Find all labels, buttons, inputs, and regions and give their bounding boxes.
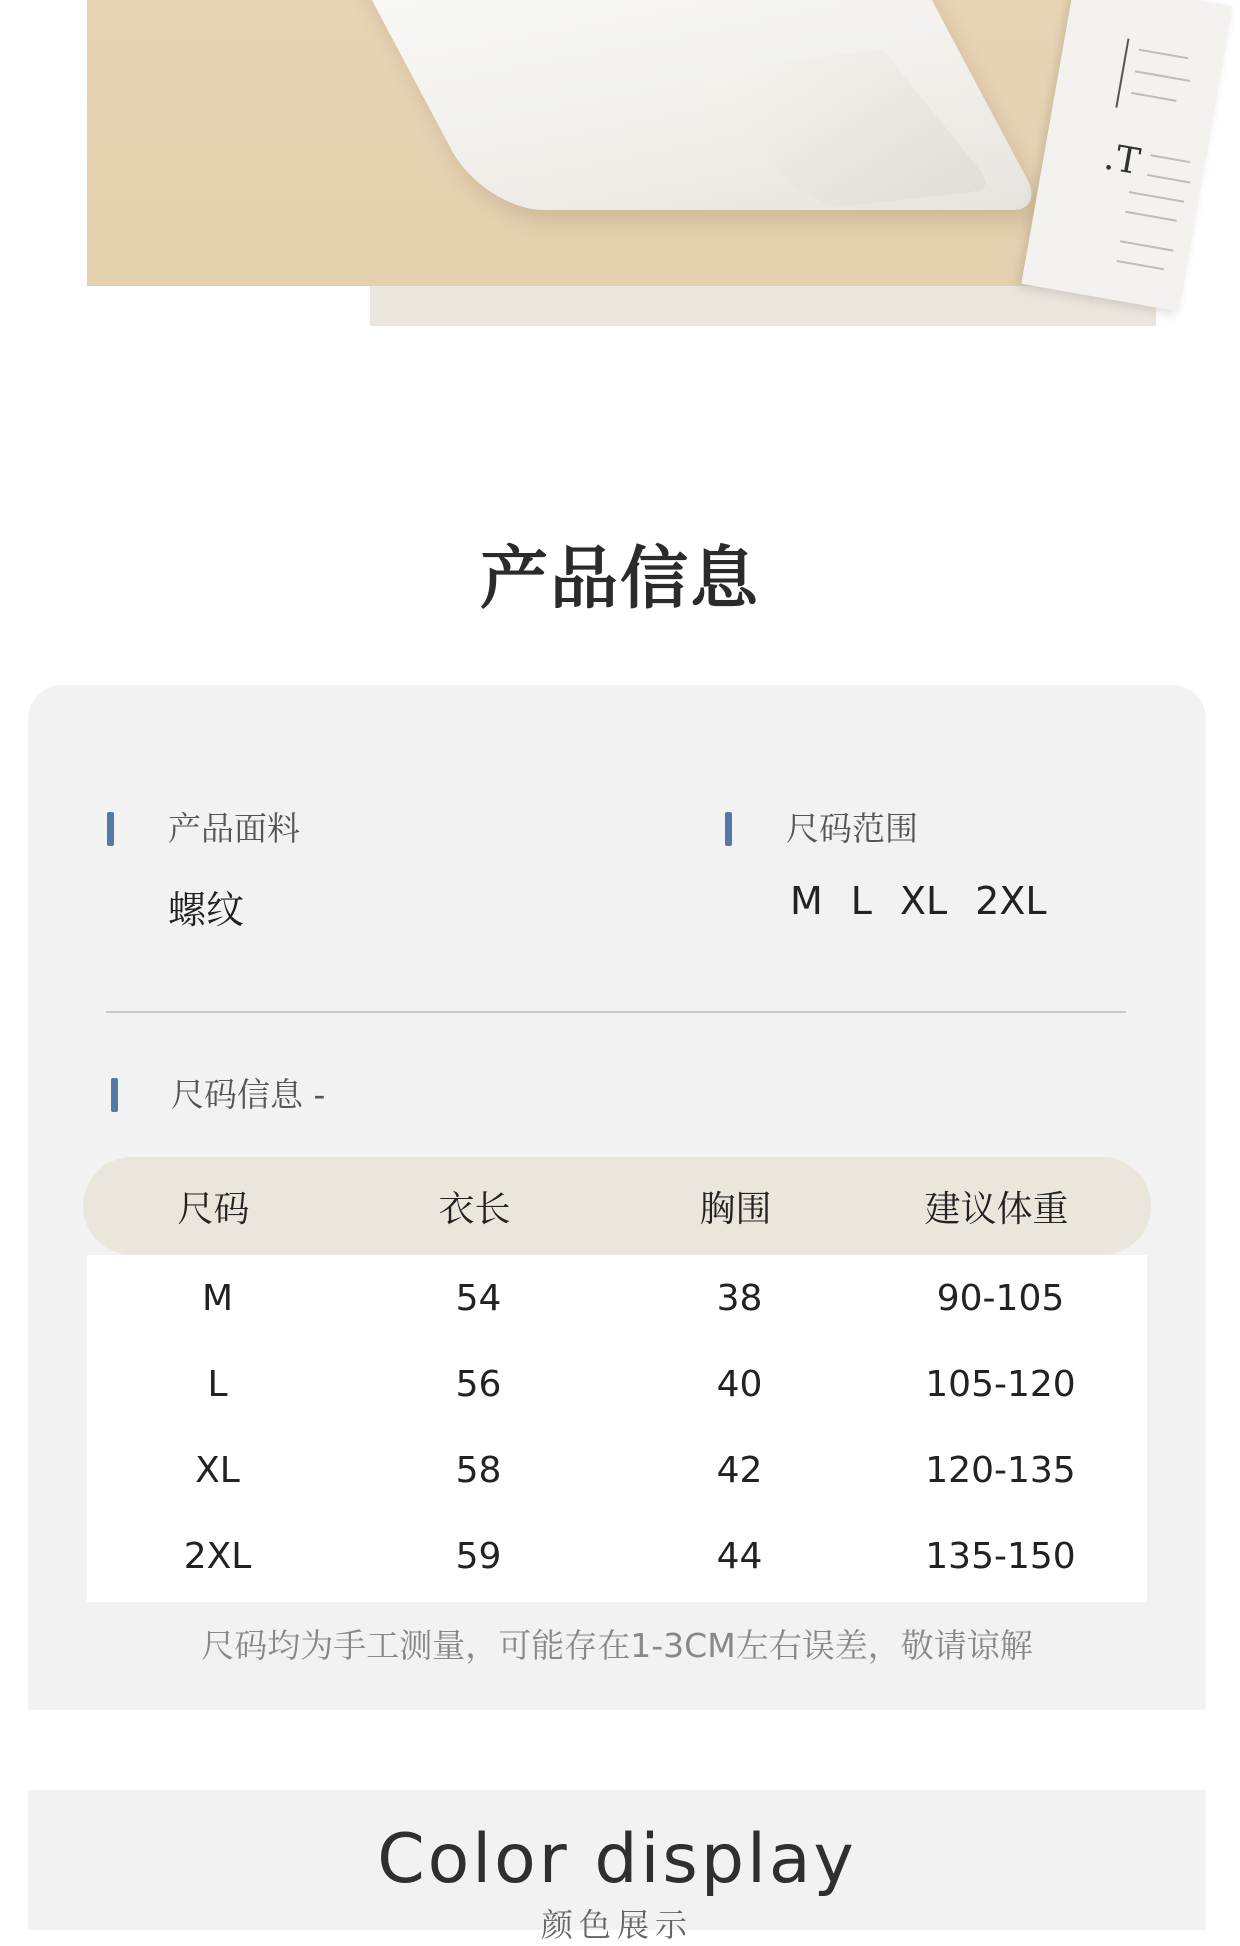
product-info-card — [28, 685, 1206, 1710]
size-table-body — [87, 1255, 1147, 1602]
header-cell-size: 尺码 — [177, 1188, 250, 1230]
table-cell: 42 — [716, 1449, 763, 1491]
header-cell-chest: 胸围 — [699, 1188, 772, 1230]
table-row — [87, 1255, 1147, 1341]
table-cell: 38 — [716, 1277, 763, 1319]
table-cell: 56 — [455, 1363, 502, 1405]
size-range-item: M — [790, 879, 823, 923]
size-range-list — [790, 879, 1047, 923]
color-display-subtitle: 颜色展示 — [540, 1906, 693, 1944]
accent-bar — [111, 1078, 118, 1112]
table-cell: 90-105 — [936, 1277, 1065, 1319]
table-row — [87, 1513, 1147, 1599]
size-range-item: 2XL — [975, 879, 1047, 923]
size-range-item: L — [850, 879, 872, 923]
paper-prop: .T — [1021, 0, 1232, 312]
accent-bar — [107, 812, 114, 846]
table-cell: 135-150 — [925, 1535, 1076, 1577]
table-cell: 120-135 — [925, 1449, 1076, 1491]
page-title: 产品信息 — [479, 540, 760, 619]
table-cell: 44 — [716, 1535, 763, 1577]
accent-bar — [725, 812, 732, 846]
table-cell: 54 — [455, 1277, 502, 1319]
fabric-value: 螺纹 — [168, 888, 245, 932]
size-range-item: XL — [899, 879, 948, 923]
table-cell: 105-120 — [925, 1363, 1076, 1405]
color-display-title: Color display — [377, 1820, 857, 1899]
table-row — [87, 1427, 1147, 1513]
table-cell: L — [207, 1363, 228, 1405]
table-cell: 59 — [455, 1535, 502, 1577]
size-range-label: 尺码范围 — [786, 809, 918, 848]
table-cell: 40 — [716, 1363, 763, 1405]
color-display-section — [28, 1790, 1206, 1944]
table-cell: M — [201, 1277, 234, 1319]
divider — [106, 1011, 1126, 1013]
table-cell: 58 — [455, 1449, 502, 1491]
header-cell-length: 衣长 — [438, 1188, 511, 1230]
table-cell: XL — [195, 1449, 240, 1491]
fabric-label: 产品面料 — [168, 809, 300, 848]
measurement-note: 尺码均为手工测量，可能存在1-3CM左右误差，敬请谅解 — [201, 1626, 1033, 1665]
product-photo — [87, 0, 1144, 286]
size-table-header — [83, 1157, 1151, 1255]
table-cell: 2XL — [183, 1535, 252, 1577]
size-info-label: 尺码信息 - — [171, 1075, 326, 1114]
table-row — [87, 1341, 1147, 1427]
header-cell-weight: 建议体重 — [924, 1188, 1069, 1230]
